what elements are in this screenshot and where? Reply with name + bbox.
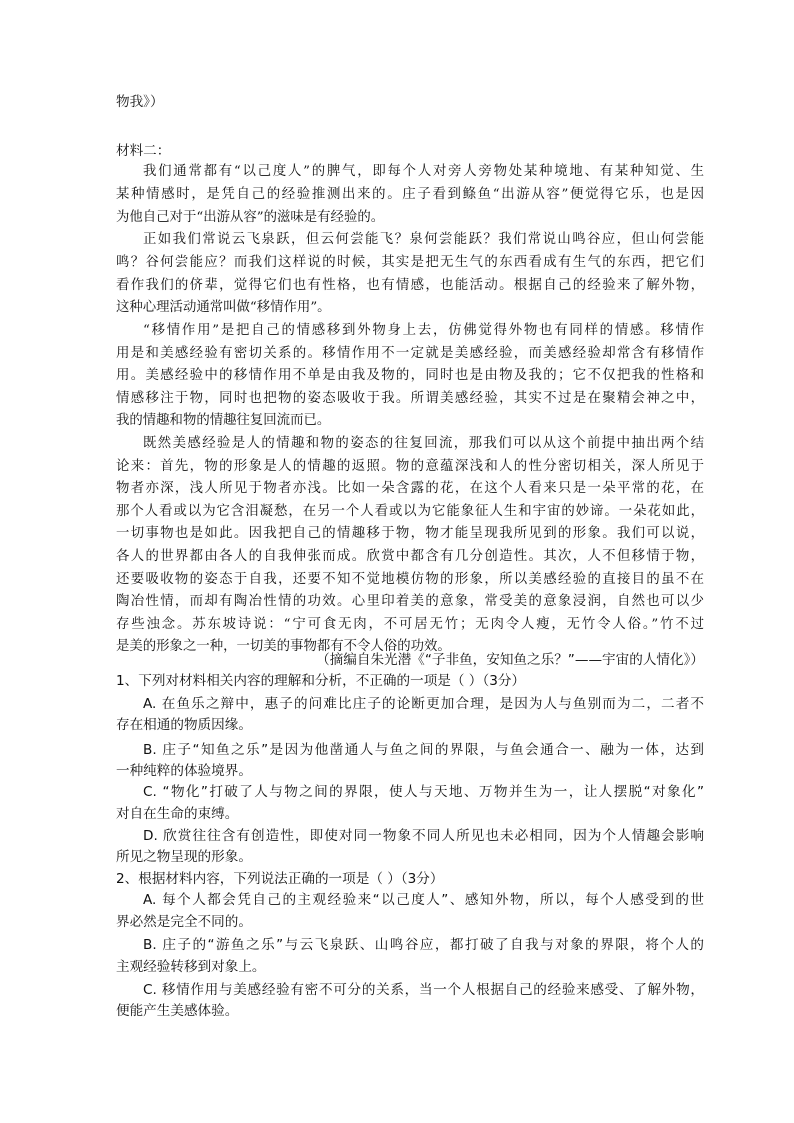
question-2-option-a-cont: 界必然是完全不同的。 xyxy=(116,914,252,930)
question-1-option-b: B. 庄子“知鱼之乐”是因为他凿通人与鱼之间的界限，与鱼会通合一、融为一体，达到 xyxy=(143,742,704,758)
question-2-option-b: B. 庄子的“游鱼之乐”与云飞泉跃、山鸣谷应，都打破了自我与对象的界限，将个人的 xyxy=(143,937,704,953)
passage-paragraph-3 xyxy=(116,321,704,341)
paragraph-line: 用。美感经验中的移情作用不单是由我及物的，同时也是由物及我的；它不仅把我的性格和 xyxy=(116,368,704,383)
paragraph-line: 这种心理活动通常叫做“移情作用”。 xyxy=(116,300,331,315)
question-2-option-b-cont: 主观经验转移到对象上。 xyxy=(116,959,266,975)
paragraph-line: 还要吸收物的姿态于自我，还要不知不觉地模仿物的形象，所以美感经验的直接目的虽不在 xyxy=(116,572,704,587)
material-label: 材料二： xyxy=(116,143,171,159)
paragraph-line: 论来：首先，物的形象是人的情趣的返照。物的意蕴深浅和人的性分密切相关，深人所见于 xyxy=(116,459,704,474)
question-2-option-c: C. 移情作用与美感经验有密不可分的关系，当一个人根据自己的经验来感受、了解外物， xyxy=(143,982,704,998)
paragraph-line: 正如我们常说云飞泉跃，但云何尝能飞？泉何尝能跃？我们常说山鸣谷应，但山何尝能 xyxy=(143,232,704,247)
paragraph-line: 用是和美感经验有密切关系的。移情作用不一定就是美感经验，而美感经验却常含有移情作 xyxy=(116,346,704,361)
question-1-option-c: C. “物化”打破了人与物之间的界限，使人与天地、万物并生为一，让人摆脱“对象化” xyxy=(143,784,704,800)
paragraph-line: 既然美感经验是人的情趣和物的姿态的往复回流，那我们可以从这个前提中抽出两个结 xyxy=(143,436,704,451)
question-2-option-c-cont: 便能产生美感体验。 xyxy=(116,1003,239,1019)
passage-paragraph-2 xyxy=(116,230,704,250)
paragraph-line: 存些浊念。苏东坡诗说：“宁可食无肉，不可居无竹；无肉令人瘦，无竹令人俗。”竹不过 xyxy=(116,617,704,632)
passage-paragraph-1 xyxy=(116,162,704,182)
paragraph-line: 我的情趣和物的情趣往复回流而已。 xyxy=(116,413,331,428)
paragraph-line: 鸣？谷何尝能应？而我们这样说的时候，其实是把无生气的东西看成有生气的东西，把它们 xyxy=(116,255,704,270)
question-2-option-a: A. 每个人都会凭自己的主观经验来“以己度人”、感知外物，所以，每个人感受到的世 xyxy=(143,892,704,908)
paragraph-line: 那个人看或以为它含泪凝愁，在另一个人看或以为它能象征人生和宇宙的妙谛。一朵花如此， xyxy=(116,504,704,519)
top-fragment: 物我》） xyxy=(116,94,164,110)
paragraph-line: 看作我们的侪辈，觉得它们也有性格，也有情感，也能活动。根据自己的经验来了解外物， xyxy=(116,278,704,293)
paragraph-line: 情感移注于物，同时也把物的姿态吸收于我。所谓美感经验，其实不过是在聚精会神之中， xyxy=(116,391,704,406)
paragraph-line: 物者亦深，浅人所见于物者亦浅。比如一朵含露的花，在这个人看来只是一朵平常的花，在 xyxy=(116,481,704,496)
question-1-option-d-cont: 所见之物呈现的形象。 xyxy=(116,849,252,865)
paragraph-line: 各人的世界都由各人的自我伸张而成。欣赏中都含有几分创造性。其次，人不但移情于物， xyxy=(116,549,704,564)
passage-paragraph-4 xyxy=(116,434,704,454)
source-note: （摘编自朱光潜《“子非鱼，安知鱼之乐？”——宇宙的人情化》） xyxy=(316,652,704,668)
paragraph-line: “移情作用”是把自己的情感移到外物身上去，仿佛觉得外物也有同样的情感。移情作 xyxy=(143,323,704,338)
paragraph-line: 某种情感时，是凭自己的经验推测出来的。庄子看到鲦鱼“出游从容”便觉得它乐，也是因 xyxy=(116,187,704,202)
paragraph-line: 一切事物也是如此。因我把自己的情趣移于物，物才能呈现我所见到的形象。我们可以说， xyxy=(116,526,704,541)
question-1-stem: 1、下列对材料相关内容的理解和分析，不正确的一项是（ ）（3分） xyxy=(116,673,526,689)
paragraph-line: 我们通常都有“以己度人”的脾气，即每个人对旁人旁物处某种境地、有某种知觉、生 xyxy=(143,164,704,179)
question-2-stem: 2、根据材料内容，下列说法正确的一项是（ ）（3分） xyxy=(116,871,444,887)
paragraph-line: 陶冶性情，而却有陶冶性情的功效。心里印着美的意象，常受美的意象浸润，自然也可以少 xyxy=(116,594,704,609)
question-1-option-a-cont: 存在相通的物质因缘。 xyxy=(116,717,252,733)
paragraph-line: 为他自己对于“出游从容”的滋味是有经验的。 xyxy=(116,210,385,225)
question-1-option-a: A. 在鱼乐之辩中，惠子的问难比庄子的论断更加合理，是因为人与鱼别而为二，二者不 xyxy=(143,696,704,712)
question-1-option-d: D. 欣赏往往含有创造性，即使对同一物象不同人所见也未必相同，因为个人情趣会影响 xyxy=(143,828,704,844)
question-1-option-c-cont: 对自在生命的束缚。 xyxy=(116,806,239,822)
question-1-option-b-cont: 一种纯粹的体验境界。 xyxy=(116,763,252,779)
paragraph-line: 是美的形象之一种，一切美的事物都有不令人俗的功效。 xyxy=(116,639,451,654)
